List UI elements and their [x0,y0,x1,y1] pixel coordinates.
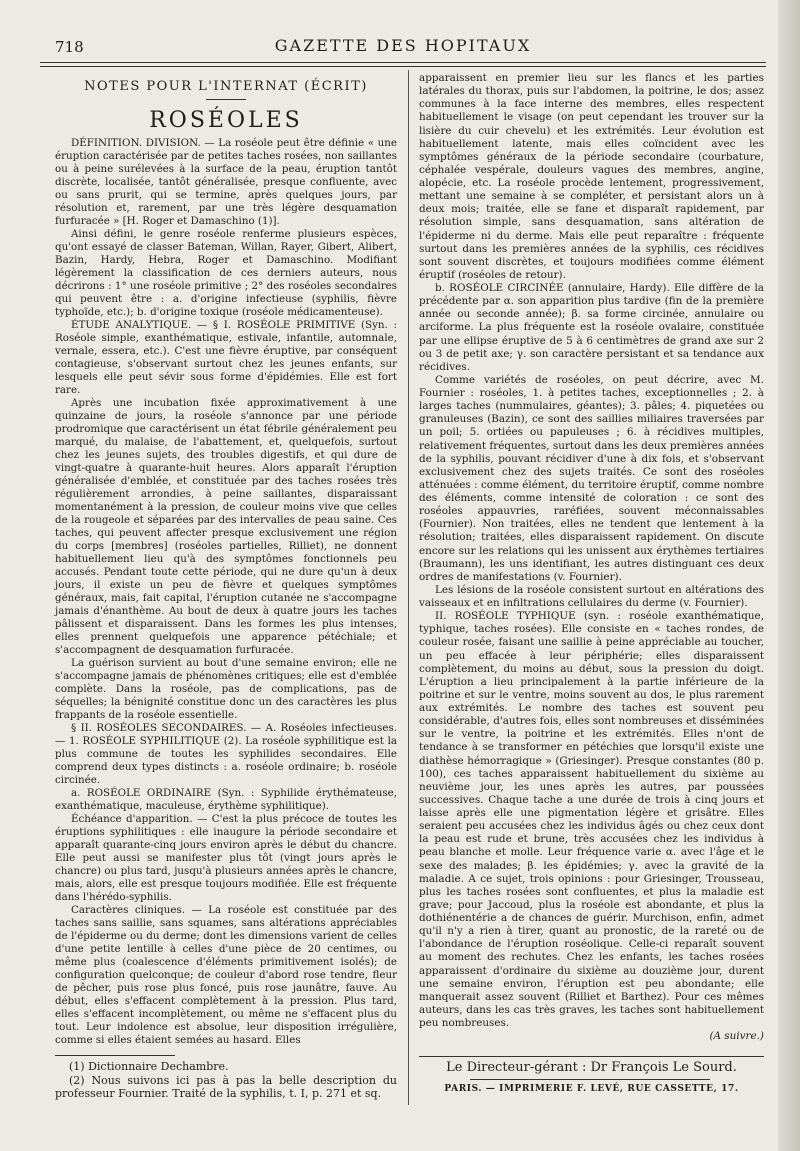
footnotes [55,1060,397,1101]
section-heading: NOTES POUR L'INTERNAT (ÉCRIT) [84,79,368,94]
header-rule-top [40,62,766,63]
printer-imprint: PARIS. — IMPRIMERIE F. LEVÉ, RUE CASSETTE, 17. [444,1084,739,1094]
footnote-rule [55,1055,175,1056]
heading-rule [206,99,246,100]
footnote: (1) Dictionnaire Dechambre. [69,1060,229,1073]
page-edge-shadow [778,0,800,1151]
footer-rule-short [470,1079,710,1080]
paragraph: § II. ROSÉOLES SECONDAIRES. — A. Roséoles infectieuses. — 1. ROSÉOLE SYPHILITIQUE (2). La roséole syphilitique est la plus commune de toutes les syphilides secondaires. Elle comprend deux types distincts : a. roséole ordinaire; b. roséole circinée. [55,722,397,786]
to-be-continued: (A suivre.) [709,1030,764,1043]
page-number: 718 [55,38,84,56]
paragraph: Après une incubation fixée approximativement à une quinzaine de jours, la roséole s'annonce par une période prodromique que caractérisent un état fébrile généralement peu marqué, du malaise, de l'abattement, et, quelquefois, surtout chez les jeunes sujets, des troubles digestifs, et qui dure de vingt-quatre à quarante-huit heures. Alors apparaît l'éruption généralisée d'emblée, et constituée par des taches rosées très régulièrement arrondies, à peine saillantes, disparaissant momentanément à la pression, de couleur moins vive que celles de la rougeole et séparées par des intervalles de peau saine. Ces taches, qui peuvent affecter presque exclusivement une région du corps [membres] (roséoles partielles, Rilliet), ne donnent habituellement lieu qu'à des symptômes fonctionnels peu accusés. Pendant toute cette période, qui ne dure qu'un à deux jours, il existe un peu de fièvre et quelques symptômes généraux, mais, fait capital, l'éruption cutanée ne s'accompagne jamais d'énanthème. Au bout de deux à quatre jours les taches pâlissent et disparaissent. Dans les formes les plus intenses, elles prennent quelquefois une apparence pétéchiale; et s'accompagnent de desquamation furfuracée. [55,397,397,656]
left-column [55,74,397,1101]
paragraph: Les lésions de la roséole consistent surtout en altérations des vaisseaux et en infiltrations cellulaires du derme (v. Fournier). [419,583,764,609]
right-column [419,72,764,1043]
paragraph: DÉFINITION. DIVISION. — La roséole peut être définie « une éruption caractérisée par de petites taches rosées, non saillantes ou à peine surélevées à la surface de la peau, éruption tantôt discrète, localisée, tantôt généralisée, presque confluente, avec ou sans prurit, qui se termine, après quelques jours, par résolution et, rarement, par une très légère desquamation furfuracée » [H. Roger et Damaschino (1)]. [55,137,397,227]
paragraph: Caractères cliniques. — La roséole est constituée par des taches sans saillie, sans squames, sans altérations appréciables de l'épiderme ou du derme; dont les dimensions varient de celles d'une petite lentille à celles d'une pièce de 20 centimes, ou même plus (coalescence d'éléments primitivement isolés); de configuration quelconque; de couleur d'abord rose tendre, fleur de pêcher, puis rose plus foncé, puis rose jaunâtre, fauve. Au début, elles s'effacent complètement à la pression. Plus tard, elles s'effacent incomplètement, ou même ne s'effacent plus du tout. Leur indolence est absolue, leur disposition irrégulière, comme si elles étaient semées au hasard. Elles [55,904,397,1046]
page-header [40,34,766,60]
article-title: ROSÉOLES [149,108,303,133]
paragraph: apparaissent en premier lieu sur les flancs et les parties latérales du thorax, puis sur l'abdomen, la poitrine, le dos; assez communes à la face interne des membres, elles respectent habituellement le visage (on peut cependant les trouver sur la lisière du cuir chevelu) et les extrémités. Leur évolution est habituellement latente, mais elles coïncident avec les symptômes généraux de la période secondaire (courbature, céphalée vespérale, douleurs vagues des membres, angine, alopécie, etc. La roséole procède lentement, progressivement, mettant une semaine à se compléter, et persistant alors un à deux mois; traitée, elle se fane et disparaît rapidement, par résolution simple, sans desquamation, sans altération de l'épiderme ni du derme. Mais elle peut reparaître : fréquente surtout dans les premières années de la syphilis, ces récidives sont souvent discrètes, et toujours modifiées comme élément éruptif (roséoles de retour). [419,72,764,281]
paragraph: Ainsi défini, le genre roséole renferme plusieurs espèces, qu'ont essayé de classer Bateman, Willan, Rayer, Gibert, Alibert, Bazin, Hardy, Hebra, Roger et Damaschino. Modifiant légèrement la classification de ces derniers auteurs, nous décrirons : 1° une roséole primitive ; 2° des roséoles secondaires qui peuvent être : a. d'origine infectieuse (syphilis, fièvre typhoïde, etc.); b. d'origine toxique (roséole médicamenteuse). [55,228,397,318]
director-credit: Le Directeur-gérant : Dr François Le Sourd. [446,1060,737,1075]
header-rule-bottom [40,66,766,67]
paragraph: a. ROSÉOLE ORDINAIRE (Syn. : Syphilide érythémateuse, exanthématique, maculeuse, érythème syphilitique). [55,787,397,812]
paragraph: II. ROSÉOLE TYPHIQUE (syn. : roséole exanthématique, typhique, taches rosées). Elle consiste en « taches rondes, de couleur rosée, faisant une saillie à peine appréciable au toucher, un peu effacée à leur périphérie; elles disparaissent complètement, du moins au début, sous la pression du doigt. L'éruption a lieu principalement à la partie inférieure de la poitrine et sur le ventre, moins souvent au dos, le plus rarement aux extrémités. Le nombre des taches est souvent peu considérable, d'autres fois, elles sont nombreuses et disséminées sur le ventre, la poitrine et les extrémités. Elles n'ont de tendance à se transformer en pétéchies que lorsqu'il existe une diathèse hémorragique » (Griesinger). Presque constantes (80 p. 100), ces taches apparaissent habituellement du sixième au neuvième jour, les unes après les autres, par poussées successives. Chaque tache a une durée de trois à cinq jours et laisse après elle une pigmentation légère et grisâtre. Elles seraient peu accusées chez les individus âgés ou chez ceux dont la peau est rude et brune, très accusées chez les individus à peau blanche et molle. Leur fréquence varie α. avec l'âge et le sexe des malades; β. les épidémies; γ. avec la gravité de la maladie. A ce sujet, trois opinions : pour Griesinger, Trousseau, plus les taches rosées sont confluentes, et plus la maladie est grave; pour Jaccoud, plus la roséole est abondante, et plus la dothiénentérie a de chances de guérir. Murchison, enfin, admet qu'il n'y a rien à tirer, quant au pronostic, de la rareté ou de l'abondance de l'éruption roséolique. Celle-ci reparaît souvent au moment des rechutes. Chez les enfants, les taches rosées apparaissent d'ordinaire du sixième au douzième jour, durent une semaine environ, l'éruption est peu abondante; elle manquerait assez souvent (Rilliet et Barthez). Pour ces mêmes auteurs, dans les cas très graves, les taches sont habituellement peu nombreuses. [419,610,764,1029]
column-divider [408,70,409,1105]
running-title: GAZETTE DES HOPITAUX [274,36,532,55]
paragraph: ÉTUDE ANALYTIQUE. — § I. ROSÉOLE PRIMITIVE (Syn. : Roséole simple, exanthématique, estivale, infantile, automnale, vernale, essera, etc.). C'est une fièvre éruptive, par conséquent contagieuse, s'observant surtout chez les jeunes enfants, sur lesquels elle peut sévir sous forme d'épidémies. Elle est fort rare. [55,319,397,396]
paragraph: b. ROSÉOLE CIRCINÉE (annulaire, Hardy). Elle diffère de la précédente par α. son apparition plus tardive (fin de la première année ou seconde année); β. sa forme circinée, annulaire ou arciforme. La plus fréquente est la roséole ovalaire, constituée par une ellipse éruptive de 5 à 6 centimètres de grand axe sur 2 ou 3 de petit axe; γ. son caractère persistant et sa tendance aux récidives. [419,282,764,373]
footnote: (2) Nous suivons ici pas à pas la belle description du professeur Fournier. Traité de la syphilis, t. I, p. 271 et sq. [55,1073,397,1100]
paragraph: Comme variétés de roséoles, on peut décrire, avec M. Fournier : roséoles, 1. à petites taches, exceptionnelles ; 2. à larges taches (nummulaires, géantes); 3. pâles; 4. piquetées ou granuleuses (Bazin), ce sont des saillies miliaires traversées par un poil; 5. ortiées ou papuleuses ; 6. à récidives multiples, relativement fréquentes, surtout dans les deux premières années de la syphilis, pouvant récidiver d'une à dix fois, et s'observant exclusivement chez des sujets traités. Ce sont des roséoles atténuées : comme élément, du territoire éruptif, comme nombre des éléments, comme intensité de coloration : ce sont des roséoles appauvries, raréfiées, souvent méconnaissables (Fournier). Non traitées, elles ne tendent que lentement à la résolution; traitées, elles disparaissent rapidement. On discute encore sur les relations qui les unissent aux érythèmes tertiaires (Braumann), les uns identifiant, les autres distinguant ces deux ordres de manifestations (v. Fournier). [419,373,764,583]
paragraph: La guérison survient au bout d'une semaine environ; elle ne s'accompagne jamais de phénomènes critiques; elle est d'emblée complète. Dans la roséole, pas de complications, pas de séquelles; la bénignité constitue donc un des caractères les plus frappants de la roséole essentielle. [55,657,397,721]
paragraph: Échéance d'apparition. — C'est la plus précoce de toutes les éruptions syphilitiques : elle inaugure la période secondaire et apparaît quarante-cinq jours environ après le début du chancre. Elle peut aussi se manifester plus tôt (vingt jours après le chancre) ou plus tard, jusqu'à plusieurs années après le chancre, mais, alors, elle est presque toujours modifiée. Elle est fréquente dans l'hérédo-syphilis. [55,813,397,903]
footer-rule [419,1056,764,1057]
